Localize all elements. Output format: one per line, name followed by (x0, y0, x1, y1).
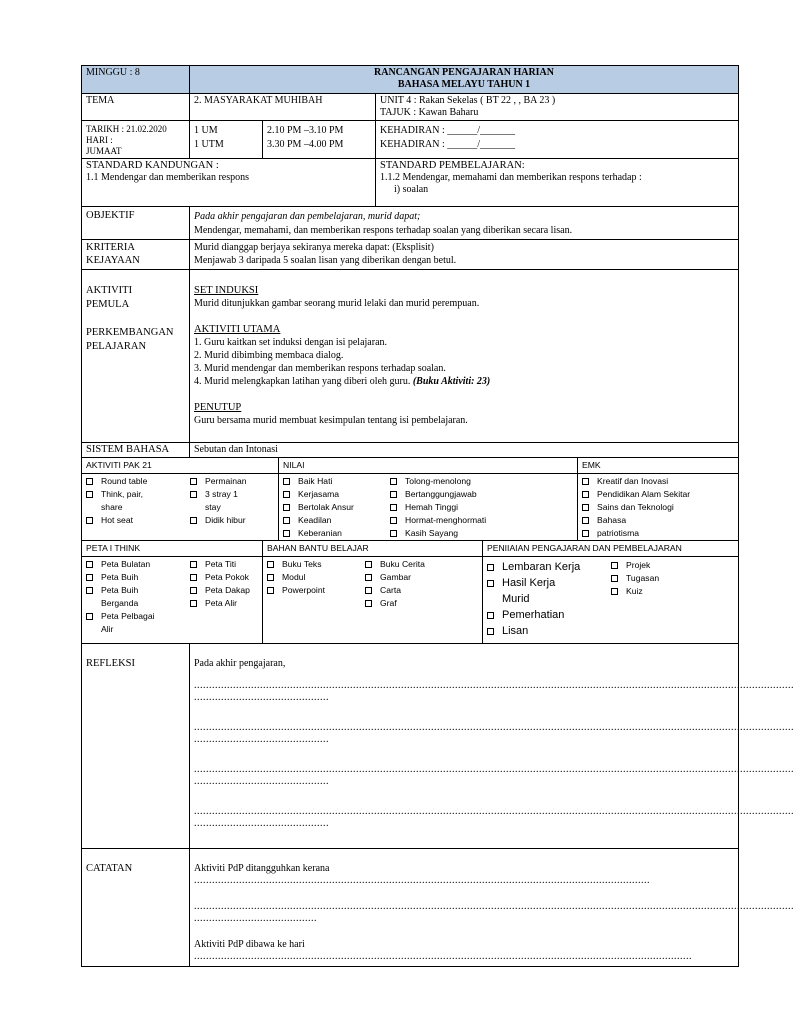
objektif-label: OBJEKTIF (82, 207, 190, 240)
aktiviti-utama-title: AKTIVITI UTAMA (194, 324, 281, 335)
set-induksi-title: SET INDUKSI (194, 285, 259, 296)
emk-item[interactable]: Bahasa (582, 514, 738, 527)
pak21-item[interactable]: 3 stray 1 stay (190, 488, 276, 514)
nilai-item[interactable]: Hormat-menghormati (390, 514, 486, 527)
kehadiran-1: KEHADIRAN : ______/_______ (380, 125, 515, 136)
nilai-cell (279, 474, 578, 541)
pak21-item[interactable]: Permainan (190, 475, 276, 488)
checkbox-icon[interactable] (611, 562, 618, 569)
catatan-text-1: Aktiviti PdP ditangguhkan kerana (194, 863, 330, 874)
tarikh-text: TARIKH : 21.02.2020 (86, 124, 167, 134)
catatan-label: CATATAN (82, 849, 190, 967)
unit-tajuk-cell (376, 94, 739, 121)
checkbox-icon[interactable] (190, 561, 197, 568)
nilai-item[interactable]: Kerjasama (283, 488, 390, 501)
checkbox-icon[interactable] (86, 613, 93, 620)
checkbox-icon[interactable] (365, 587, 372, 594)
tajuk-text: TAJUK : Kawan Baharu (380, 107, 479, 118)
bbb-item[interactable]: Buku Teks (267, 558, 365, 571)
checkbox-icon[interactable] (86, 587, 93, 594)
penilaian-item[interactable]: Lembaran Kerja (487, 559, 611, 575)
ithink-item[interactable]: Peta Dakap (190, 584, 250, 597)
set-induksi-text: Murid ditunjukkan gambar seorang murid lelaki dan murid perempuan. (194, 298, 480, 309)
ithink-item[interactable]: Peta Alir (190, 597, 250, 610)
objektif-line-1: Pada akhir pengajaran dan pembelajaran, murid dapat; (194, 211, 421, 222)
checkbox-icon[interactable] (390, 517, 397, 524)
aktiviti-utama-2: 2. Murid dibimbing membaca dialog. (194, 350, 344, 361)
objektif-line-2: Mendengar, memahami, dan memberikan respons terhadap soalan yang diberikan secara lisan. (194, 225, 573, 236)
ithink-label: PETA I THINK (82, 541, 263, 557)
checkbox-icon[interactable] (190, 600, 197, 607)
nilai-item[interactable]: Keadilan (283, 514, 390, 527)
checkbox-icon[interactable] (365, 561, 372, 568)
nilai-item[interactable]: Hemah Tinggi (390, 501, 486, 514)
bbb-item[interactable]: Graf (365, 597, 425, 610)
checkbox-icon[interactable] (582, 517, 589, 524)
bbb-item[interactable]: Modul (267, 571, 365, 584)
checkbox-icon[interactable] (487, 612, 494, 619)
title-line-1: RANCANGAN PENGAJARAN HARIAN (374, 67, 554, 78)
nilai-item[interactable]: Kasih Sayang (390, 527, 486, 540)
standard-pembelajaran-cell (376, 159, 739, 207)
hari-text: HARI : (86, 135, 113, 145)
refleksi-line[interactable]: ............................................. (194, 818, 329, 829)
title-cell (190, 66, 739, 94)
kehadiran-2: KEHADIRAN : ______/_______ (380, 139, 515, 150)
bbb-item[interactable]: Powerpoint (267, 584, 365, 597)
penilaian-item[interactable]: Projek (611, 559, 659, 572)
ithink-item[interactable]: Peta Bulatan (86, 558, 190, 571)
unit-text: UNIT 4 : Rakan Sekelas ( BT 22 , , BA 23 ) (380, 95, 556, 106)
checkbox-icon[interactable] (283, 517, 290, 524)
pak21-item[interactable]: Round table (86, 475, 190, 488)
tarikh-cell (82, 121, 190, 159)
emk-item[interactable]: Sains dan Teknologi (582, 501, 738, 514)
pak21-label: AKTIVITI PAK 21 (82, 458, 279, 474)
sk-label: STANDARD KANDUNGAN : (86, 160, 219, 171)
emk-item[interactable]: patriotisma (582, 527, 738, 540)
checkbox-icon[interactable] (582, 504, 589, 511)
refleksi-cell (190, 644, 794, 849)
penilaian-item[interactable]: Kuiz (611, 585, 659, 598)
minggu-cell (82, 66, 190, 94)
refleksi-line[interactable]: ........................................................................................................................................................................................................ (194, 680, 794, 691)
checkbox-icon[interactable] (283, 478, 290, 485)
kriteria-line-2: Menjawab 3 daripada 5 soalan lisan yang diberikan dengan betul. (194, 255, 457, 266)
checkbox-icon[interactable] (283, 491, 290, 498)
checkbox-icon[interactable] (283, 504, 290, 511)
standard-kandungan-cell (82, 159, 376, 207)
class-cell (190, 121, 263, 159)
catatan-line[interactable]: ......................................... (194, 913, 317, 924)
checkbox-icon[interactable] (582, 478, 589, 485)
bbb-label: BAHAN BANTU BELAJAR (263, 541, 483, 557)
catatan-line[interactable]: ...................................................................................................................................................................... (194, 951, 692, 962)
refleksi-line[interactable]: ........................................................................................................................................................................................................ (194, 722, 794, 733)
penilaian-item[interactable]: Pemerhatian (487, 607, 611, 623)
emk-label: EMK (578, 458, 739, 474)
checkbox-icon[interactable] (487, 580, 494, 587)
nilai-label: NILAI (279, 458, 578, 474)
bbb-item[interactable]: Buku Cerita (365, 558, 425, 571)
penilaian-item[interactable]: Tugasan (611, 572, 659, 585)
checkbox-icon[interactable] (86, 491, 93, 498)
aktiviti-content-cell (190, 270, 739, 443)
checkbox-icon[interactable] (611, 588, 618, 595)
ithink-item[interactable]: Peta Buih (86, 571, 190, 584)
checkbox-icon[interactable] (86, 478, 93, 485)
jumaat-text: JUMAAT (86, 146, 122, 156)
pak21-item[interactable]: Didik hibur (190, 514, 276, 527)
time-2: 3.30 PM –4.00 PM (267, 139, 344, 150)
aktiviti-utama-4: 4. Murid melengkapkan latihan yang diberi oleh guru. (Buku Aktiviti: 23) (194, 376, 491, 387)
penilaian-item[interactable]: Hasil Kerja Murid (487, 575, 611, 607)
checkbox-icon[interactable] (390, 491, 397, 498)
sp-label: STANDARD PEMBELAJARAN: (380, 160, 525, 171)
refleksi-line[interactable]: ........................................................................................................................................................................................................ (194, 806, 794, 817)
catatan-cell (190, 849, 794, 967)
sistem-bahasa-label: SISTEM BAHASA (82, 443, 190, 458)
nilai-item[interactable]: Keberanian (283, 527, 390, 540)
minggu-text: MINGGU : 8 (86, 67, 140, 78)
objektif-cell (190, 207, 739, 240)
checkbox-icon[interactable] (365, 600, 372, 607)
catatan-line[interactable]: ........................................................................................................................................................................................................ (194, 901, 794, 912)
pak21-cell (82, 474, 279, 541)
kriteria-line-1: Murid dianggap berjaya sekiranya mereka dapat: (Eksplisit) (194, 242, 434, 253)
checkbox-icon[interactable] (487, 628, 494, 635)
checkbox-icon[interactable] (611, 575, 618, 582)
tema-value: 2. MASYARAKAT MUHIBAH (190, 94, 376, 121)
class-1: 1 UM (194, 125, 218, 136)
nilai-item[interactable]: Bertanggungjawab (390, 488, 486, 501)
catatan-line[interactable]: ........................................................................................................................................................ (194, 875, 650, 886)
checkbox-icon[interactable] (267, 587, 274, 594)
lesson-plan-document (81, 65, 794, 967)
penutup-title: PENUTUP (194, 402, 242, 413)
sp-sub: i) soalan (394, 184, 429, 195)
checkbox-icon[interactable] (190, 517, 197, 524)
lesson-plan-table (81, 65, 794, 967)
checkbox-icon[interactable] (267, 574, 274, 581)
penilaian-cell (483, 557, 739, 644)
checkbox-icon[interactable] (190, 587, 197, 594)
penilaian-label: PENIIAIAN PENGAJARAN DAN PEMBELAJARAN (483, 541, 739, 557)
nilai-item[interactable]: Tolong-menolong (390, 475, 486, 488)
checkbox-icon[interactable] (86, 517, 93, 524)
tema-label: TEMA (82, 94, 190, 121)
pak21-item[interactable]: Think, pair, share (86, 488, 190, 514)
ithink-item[interactable]: Peta Pokok (190, 571, 250, 584)
checkbox-icon[interactable] (267, 561, 274, 568)
pak21-item[interactable]: Hot seat (86, 514, 190, 527)
checkbox-icon[interactable] (86, 561, 93, 568)
refleksi-line[interactable]: ........................................................................................................................................................................................................ (194, 764, 794, 775)
checkbox-icon[interactable] (390, 530, 397, 537)
class-2: 1 UTM (194, 139, 224, 150)
sistem-bahasa-value: Sebutan dan Intonasi (190, 443, 739, 458)
checkbox-icon[interactable] (86, 574, 93, 581)
bbb-cell (263, 557, 483, 644)
catatan-text-2: Aktiviti PdP dibawa ke hari (194, 939, 305, 950)
checkbox-icon[interactable] (190, 574, 197, 581)
emk-item[interactable]: Pendidikan Alam Sekitar (582, 488, 738, 501)
bbb-item[interactable]: Gambar (365, 571, 425, 584)
checkbox-icon[interactable] (582, 491, 589, 498)
kriteria-cell (190, 240, 739, 270)
checkbox-icon[interactable] (487, 564, 494, 571)
nilai-item[interactable]: Baik Hati (283, 475, 390, 488)
title-line-2: BAHASA MELAYU TAHUN 1 (397, 79, 531, 90)
ithink-cell (82, 557, 263, 644)
ithink-item[interactable]: Peta Titi (190, 558, 250, 571)
kriteria-label: KRITERIA KEJAYAAN (82, 240, 190, 270)
time-1: 2.10 PM –3.10 PM (267, 125, 344, 136)
kehadiran-cell (376, 121, 739, 159)
nilai-item[interactable]: Bertolak Ansur (283, 501, 390, 514)
sk-value: 1.1 Mendengar dan memberikan respons (86, 172, 250, 183)
checkbox-icon[interactable] (582, 530, 589, 537)
refleksi-line[interactable]: ............................................. (194, 734, 329, 745)
sp-value: 1.1.2 Mendengar, memahami dan memberikan respons terhadap : (380, 172, 642, 183)
checkbox-icon[interactable] (283, 530, 290, 537)
checkbox-icon[interactable] (365, 574, 372, 581)
time-cell (263, 121, 376, 159)
aktiviti-label-cell: AKTIVITI PEMULA PERKEMBANGAN PELAJARAN (82, 270, 190, 443)
aktiviti-utama-3: 3. Murid mendengar dan memberikan respons terhadap soalan. (194, 363, 446, 374)
checkbox-icon[interactable] (390, 478, 397, 485)
aktiviti-utama-1: 1. Guru kaitkan set induksi dengan isi pelajaran. (194, 337, 388, 348)
checkbox-icon[interactable] (190, 478, 197, 485)
refleksi-line[interactable]: ............................................. (194, 776, 329, 787)
penutup-text: Guru bersama murid membuat kesimpulan tentang isi pembelajaran. (194, 415, 468, 426)
bbb-item[interactable]: Carta (365, 584, 425, 597)
penilaian-item[interactable]: Lisan (487, 623, 611, 639)
checkbox-icon[interactable] (190, 491, 197, 498)
refleksi-text: Pada akhir pengajaran, (194, 658, 286, 669)
checkbox-icon[interactable] (390, 504, 397, 511)
emk-item[interactable]: Kreatif dan Inovasi (582, 475, 738, 488)
refleksi-line[interactable]: ............................................. (194, 692, 329, 703)
ithink-item[interactable]: Peta Pelbagai Alir (86, 610, 190, 636)
ithink-item[interactable]: Peta Buih Berganda (86, 584, 190, 610)
emk-cell (578, 474, 739, 541)
refleksi-label: REFLEKSI (82, 644, 190, 849)
